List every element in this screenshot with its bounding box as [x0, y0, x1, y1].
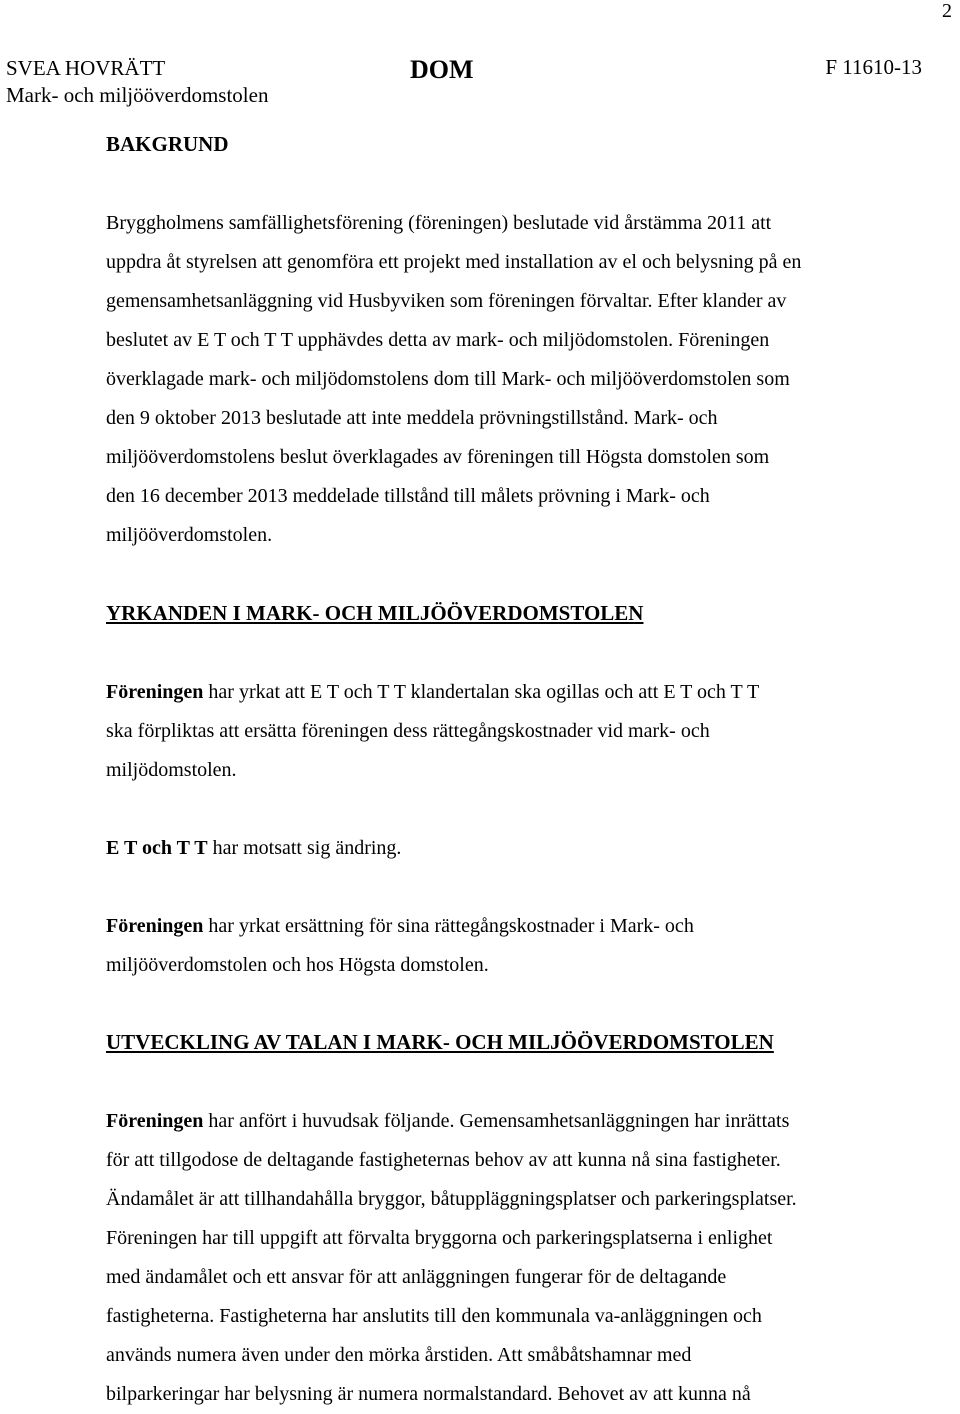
text-span: har anfört i huvudsak följande. Gemensamhetsanläggningen har inrättats: [203, 1110, 790, 1132]
text-line: Bryggholmens samfällighetsförening (föreningen) beslutade vid årstämma 2011 att: [106, 212, 772, 234]
court-name: [6, 55, 268, 109]
text-span: har motsatt sig ändring.: [207, 837, 402, 859]
paragraph-yrkanden-1: [106, 673, 906, 790]
document-type: DOM: [410, 55, 474, 84]
text-line: [106, 673, 906, 712]
text-line: Ändamålet är att tillhandahålla bryggor, båtuppläggningsplatser och parkeringsplatser.: [106, 1188, 797, 1210]
text-line: för att tillgodose de deltagande fastigheternas behov av att kunna nå sina fastigheter.: [106, 1149, 781, 1171]
text-line: överklagade mark- och miljödomstolens dom till Mark- och miljööverdomstolen som: [106, 368, 790, 390]
text-line: miljödomstolen.: [106, 759, 237, 781]
court-line-1: SVEA HOVRÄTT: [6, 56, 166, 80]
heading-utveckling: UTVECKLING AV TALAN I MARK- OCH MILJÖÖVERDOMSTOLEN: [106, 1030, 774, 1054]
party-name: E T och T T: [106, 837, 208, 859]
text-span: har yrkat ersättning för sina rättegångskostnader i Mark- och: [203, 915, 694, 937]
page-number: 2: [942, 0, 952, 22]
text-line: miljööverdomstolens beslut överklagades av föreningen till Högsta domstolen som: [106, 446, 770, 468]
text-span: har yrkat att E T och T T klandertalan ska ogillas och att E T och T T: [203, 681, 760, 703]
text-line: den 9 oktober 2013 beslutade att inte meddela prövningstillstånd. Mark- och: [106, 407, 718, 429]
text-line: [106, 907, 906, 946]
heading-bakgrund: BAKGRUND: [106, 132, 229, 156]
text-line: bilparkeringar har belysning är numera normalstandard. Behovet av att kunna nå: [106, 1383, 751, 1405]
text-line: uppdra åt styrelsen att genomföra ett projekt med installation av el och belysning på en: [106, 251, 802, 273]
text-line: [106, 1102, 906, 1141]
party-name: Föreningen: [106, 1110, 204, 1132]
paragraph-bakgrund: [106, 204, 906, 555]
text-line: miljööverdomstolen och hos Högsta domstolen.: [106, 954, 489, 976]
text-line: den 16 december 2013 meddelade tillstånd till målets prövning i Mark- och: [106, 485, 710, 507]
court-line-2: Mark- och miljööverdomstolen: [6, 83, 269, 107]
paragraph-yrkanden-2: [106, 829, 906, 868]
text-line: [106, 829, 906, 868]
text-line: ska förpliktas att ersätta föreningen dess rättegångskostnader vid mark- och: [106, 720, 710, 742]
heading-yrkanden: YRKANDEN I MARK- OCH MILJÖÖVERDOMSTOLEN: [106, 601, 644, 625]
text-line: Föreningen har till uppgift att förvalta bryggorna och parkeringsplatserna i enlighet: [106, 1227, 773, 1249]
party-name: Föreningen: [106, 915, 204, 937]
paragraph-utveckling: [106, 1102, 906, 1414]
text-line: används numera även under den mörka årstiden. Att småbåtshamnar med: [106, 1344, 692, 1366]
paragraph-yrkanden-3: [106, 907, 906, 985]
text-line: med ändamålet och ett ansvar för att anläggningen fungerar för de deltagande: [106, 1266, 727, 1288]
party-name: Föreningen: [106, 681, 204, 703]
text-line: beslutet av E T och T T upphävdes detta av mark- och miljödomstolen. Föreningen: [106, 329, 770, 351]
text-line: fastigheterna. Fastigheterna har anslutits till den kommunala va-anläggningen och: [106, 1305, 762, 1327]
text-line: gemensamhetsanläggning vid Husbyviken som föreningen förvaltar. Efter klander av: [106, 290, 787, 312]
text-line: miljööverdomstolen.: [106, 524, 273, 546]
case-number: F 11610-13: [825, 55, 922, 79]
